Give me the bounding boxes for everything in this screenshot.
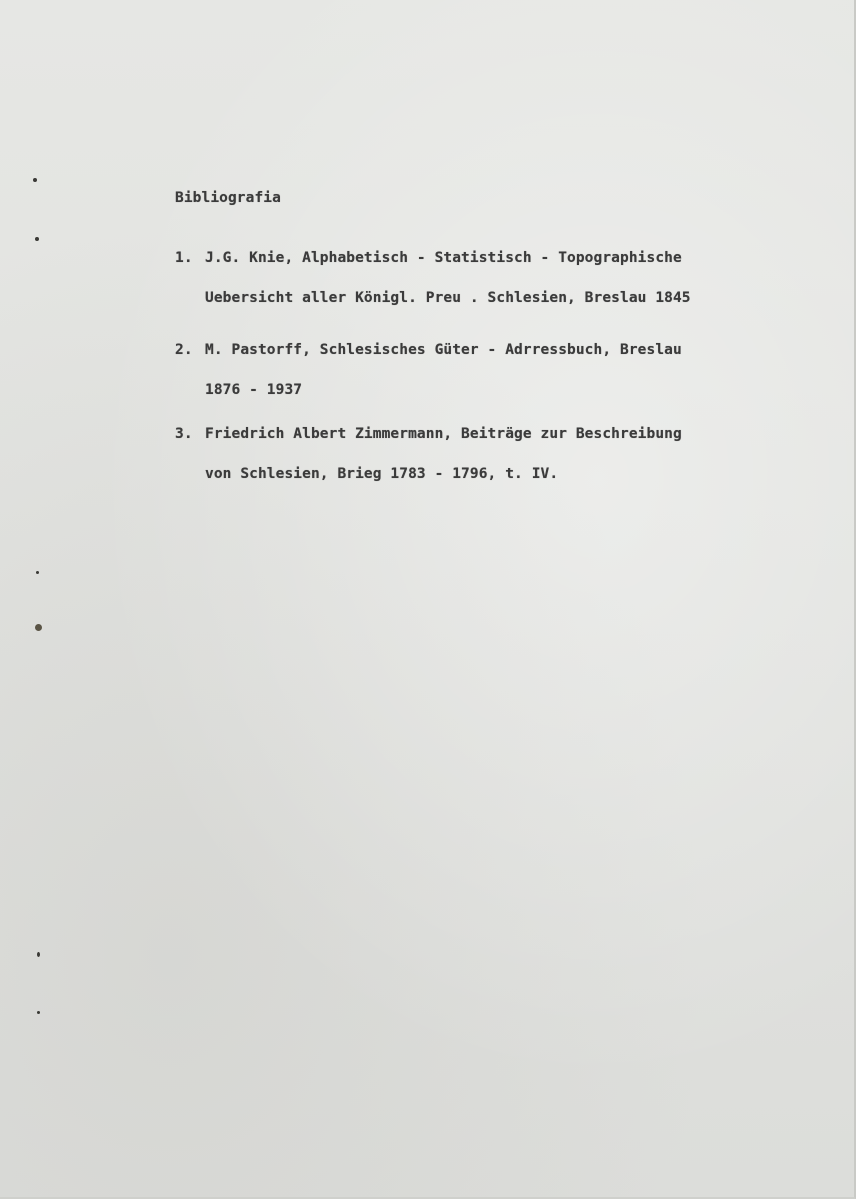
entry-line: M. Pastorff, Schlesisches Güter - Adrressbuch, Breslau (205, 342, 682, 358)
entry-line: Friedrich Albert Zimmermann, Beiträge zur Beschreibung (205, 426, 682, 442)
entry-line: J.G. Knie, Alphabetisch - Statistisch - Topographische (205, 250, 682, 266)
punch-mark (35, 624, 42, 631)
entry-number: 3. (175, 426, 193, 442)
entry-line: Uebersicht aller Königl. Preu . Schlesien, Breslau 1845 (205, 290, 691, 306)
entry-line: 1876 - 1937 (205, 382, 303, 398)
bibliography-heading: Bibliografia (175, 190, 281, 206)
entry-number: 1. (175, 250, 193, 266)
punch-mark (35, 237, 39, 241)
punch-mark (33, 178, 37, 182)
entry-line: von Schlesien, Brieg 1783 - 1796, t. IV. (205, 466, 559, 482)
punch-mark (36, 571, 39, 574)
bibliography-entry (175, 426, 682, 482)
entry-number: 2. (175, 342, 193, 358)
punch-mark (37, 952, 40, 957)
punch-mark (37, 1011, 40, 1014)
bibliography-entry (175, 342, 682, 398)
bibliography-entry (175, 250, 691, 306)
